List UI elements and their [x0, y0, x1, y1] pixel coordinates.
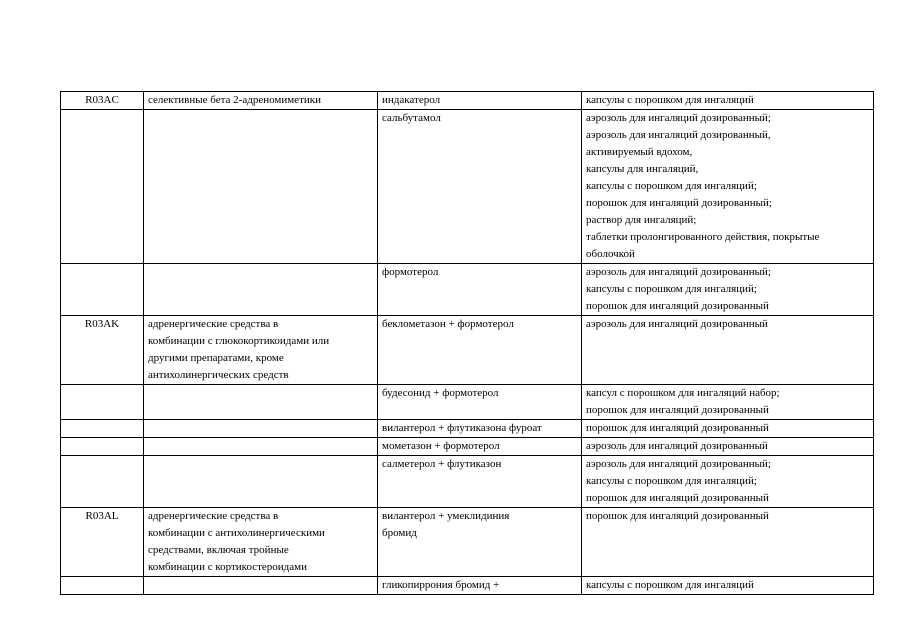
substance-name-cell	[378, 385, 582, 420]
pharmacological-group-cell	[144, 577, 378, 595]
cell-text-line: адренергические средства в	[148, 318, 279, 330]
dosage-forms-cell	[582, 577, 874, 595]
dosage-forms-cell	[582, 420, 874, 438]
substance-name-cell	[378, 92, 582, 110]
atc-code-cell	[61, 385, 144, 420]
substance-name-cell	[378, 264, 582, 316]
dosage-forms-cell	[582, 508, 874, 577]
atc-code-cell: R03AL	[61, 508, 144, 577]
cell-text-line: вилантерол + умеклидиния	[382, 510, 510, 522]
table-row	[61, 385, 874, 420]
cell-text-line: салметерол + флутиказон	[382, 458, 502, 470]
cell-text-line: другими препаратами, кроме	[148, 352, 284, 364]
pharmacological-group-cell	[144, 508, 378, 577]
table-row	[61, 438, 874, 456]
substance-name-cell	[378, 438, 582, 456]
atc-code-cell	[61, 110, 144, 264]
substance-name-cell	[378, 508, 582, 577]
cell-text-line: порошок для ингаляций дозированный;	[586, 197, 772, 209]
pharmacological-group-cell	[144, 456, 378, 508]
substance-name-cell	[378, 420, 582, 438]
substance-name-cell	[378, 577, 582, 595]
cell-text-line: адренергические средства в	[148, 510, 279, 522]
drug-classification-table	[60, 91, 874, 595]
atc-code-cell	[61, 438, 144, 456]
pharmacological-group-cell	[144, 110, 378, 264]
cell-text-line: порошок для ингаляций дозированный	[586, 404, 769, 416]
table-row	[61, 508, 874, 577]
cell-text-line: средствами, включая тройные	[148, 544, 289, 556]
pharmacological-group-cell	[144, 264, 378, 316]
cell-text-line: раствор для ингаляций;	[586, 214, 697, 226]
pharmacological-group-cell	[144, 438, 378, 456]
cell-text-line: капсулы с порошком для ингаляций;	[586, 180, 757, 192]
cell-text-line: вилантерол + флутиказона фуроат	[382, 422, 542, 434]
cell-text-line: капсулы с порошком для ингаляций;	[586, 283, 757, 295]
cell-text-line: порошок для ингаляций дозированный	[586, 300, 769, 312]
dosage-forms-cell	[582, 385, 874, 420]
pharmacological-group-cell	[144, 316, 378, 385]
cell-text-line: таблетки пролонгированного действия, покрытые	[586, 231, 820, 243]
table-row	[61, 577, 874, 595]
atc-code-cell: R03AK	[61, 316, 144, 385]
dosage-forms-cell	[582, 316, 874, 385]
table-row	[61, 420, 874, 438]
pharmacological-group-cell	[144, 385, 378, 420]
cell-text-line: порошок для ингаляций дозированный	[586, 492, 769, 504]
pharmacological-group-cell	[144, 92, 378, 110]
cell-text-line: мометазон + формотерол	[382, 440, 500, 452]
cell-text-line: порошок для ингаляций дозированный	[586, 510, 769, 522]
cell-text-line: комбинации с антихолинергическими	[148, 527, 325, 539]
cell-text-line: формотерол	[382, 266, 439, 278]
cell-text-line: аэрозоль для ингаляций дозированный	[586, 318, 768, 330]
cell-text-line: капсулы для ингаляций,	[586, 163, 699, 175]
dosage-forms-cell	[582, 110, 874, 264]
cell-text-line: аэрозоль для ингаляций дозированный;	[586, 112, 771, 124]
cell-text-line: аэрозоль для ингаляций дозированный;	[586, 458, 771, 470]
cell-text-line: капсул с порошком для ингаляций набор;	[586, 387, 780, 399]
cell-text-line: сальбутамол	[382, 112, 441, 124]
table-row	[61, 110, 874, 264]
dosage-forms-cell	[582, 92, 874, 110]
table-row	[61, 456, 874, 508]
cell-text-line: активируемый вдохом,	[586, 146, 693, 158]
cell-text-line: оболочкой	[586, 248, 635, 260]
cell-text-line: капсулы с порошком для ингаляций	[586, 579, 754, 591]
cell-text-line: аэрозоль для ингаляций дозированный,	[586, 129, 771, 141]
cell-text-line: гликопиррония бромид +	[382, 579, 500, 591]
pharmacological-group-cell	[144, 420, 378, 438]
cell-text-line: беклометазон + формотерол	[382, 318, 514, 330]
substance-name-cell	[378, 316, 582, 385]
table-row	[61, 92, 874, 110]
dosage-forms-cell	[582, 456, 874, 508]
atc-code-cell: R03AC	[61, 92, 144, 110]
cell-text-line: аэрозоль для ингаляций дозированный;	[586, 266, 771, 278]
cell-text-line: бромид	[382, 527, 417, 539]
table-body	[61, 92, 874, 595]
cell-text-line: аэрозоль для ингаляций дозированный	[586, 440, 768, 452]
cell-text-line: капсулы с порошком для ингаляций	[586, 94, 754, 106]
cell-text-line: антихолинергических средств	[148, 369, 289, 381]
cell-text-line: будесонид + формотерол	[382, 387, 499, 399]
table-row	[61, 264, 874, 316]
substance-name-cell	[378, 456, 582, 508]
atc-code-cell	[61, 420, 144, 438]
substance-name-cell	[378, 110, 582, 264]
cell-text-line: порошок для ингаляций дозированный	[586, 422, 769, 434]
dosage-forms-cell	[582, 264, 874, 316]
cell-text-line: комбинации с кортикостероидами	[148, 561, 308, 573]
cell-text-line: селективные бета 2-адреномиметики	[148, 94, 321, 106]
cell-text-line: капсулы с порошком для ингаляций;	[586, 475, 757, 487]
atc-code-cell	[61, 264, 144, 316]
cell-text-line: индакатерол	[382, 94, 441, 106]
atc-code-cell	[61, 577, 144, 595]
dosage-forms-cell	[582, 438, 874, 456]
cell-text-line: комбинации с глюкокортикоидами или	[148, 335, 330, 347]
atc-code-cell	[61, 456, 144, 508]
table-row	[61, 316, 874, 385]
